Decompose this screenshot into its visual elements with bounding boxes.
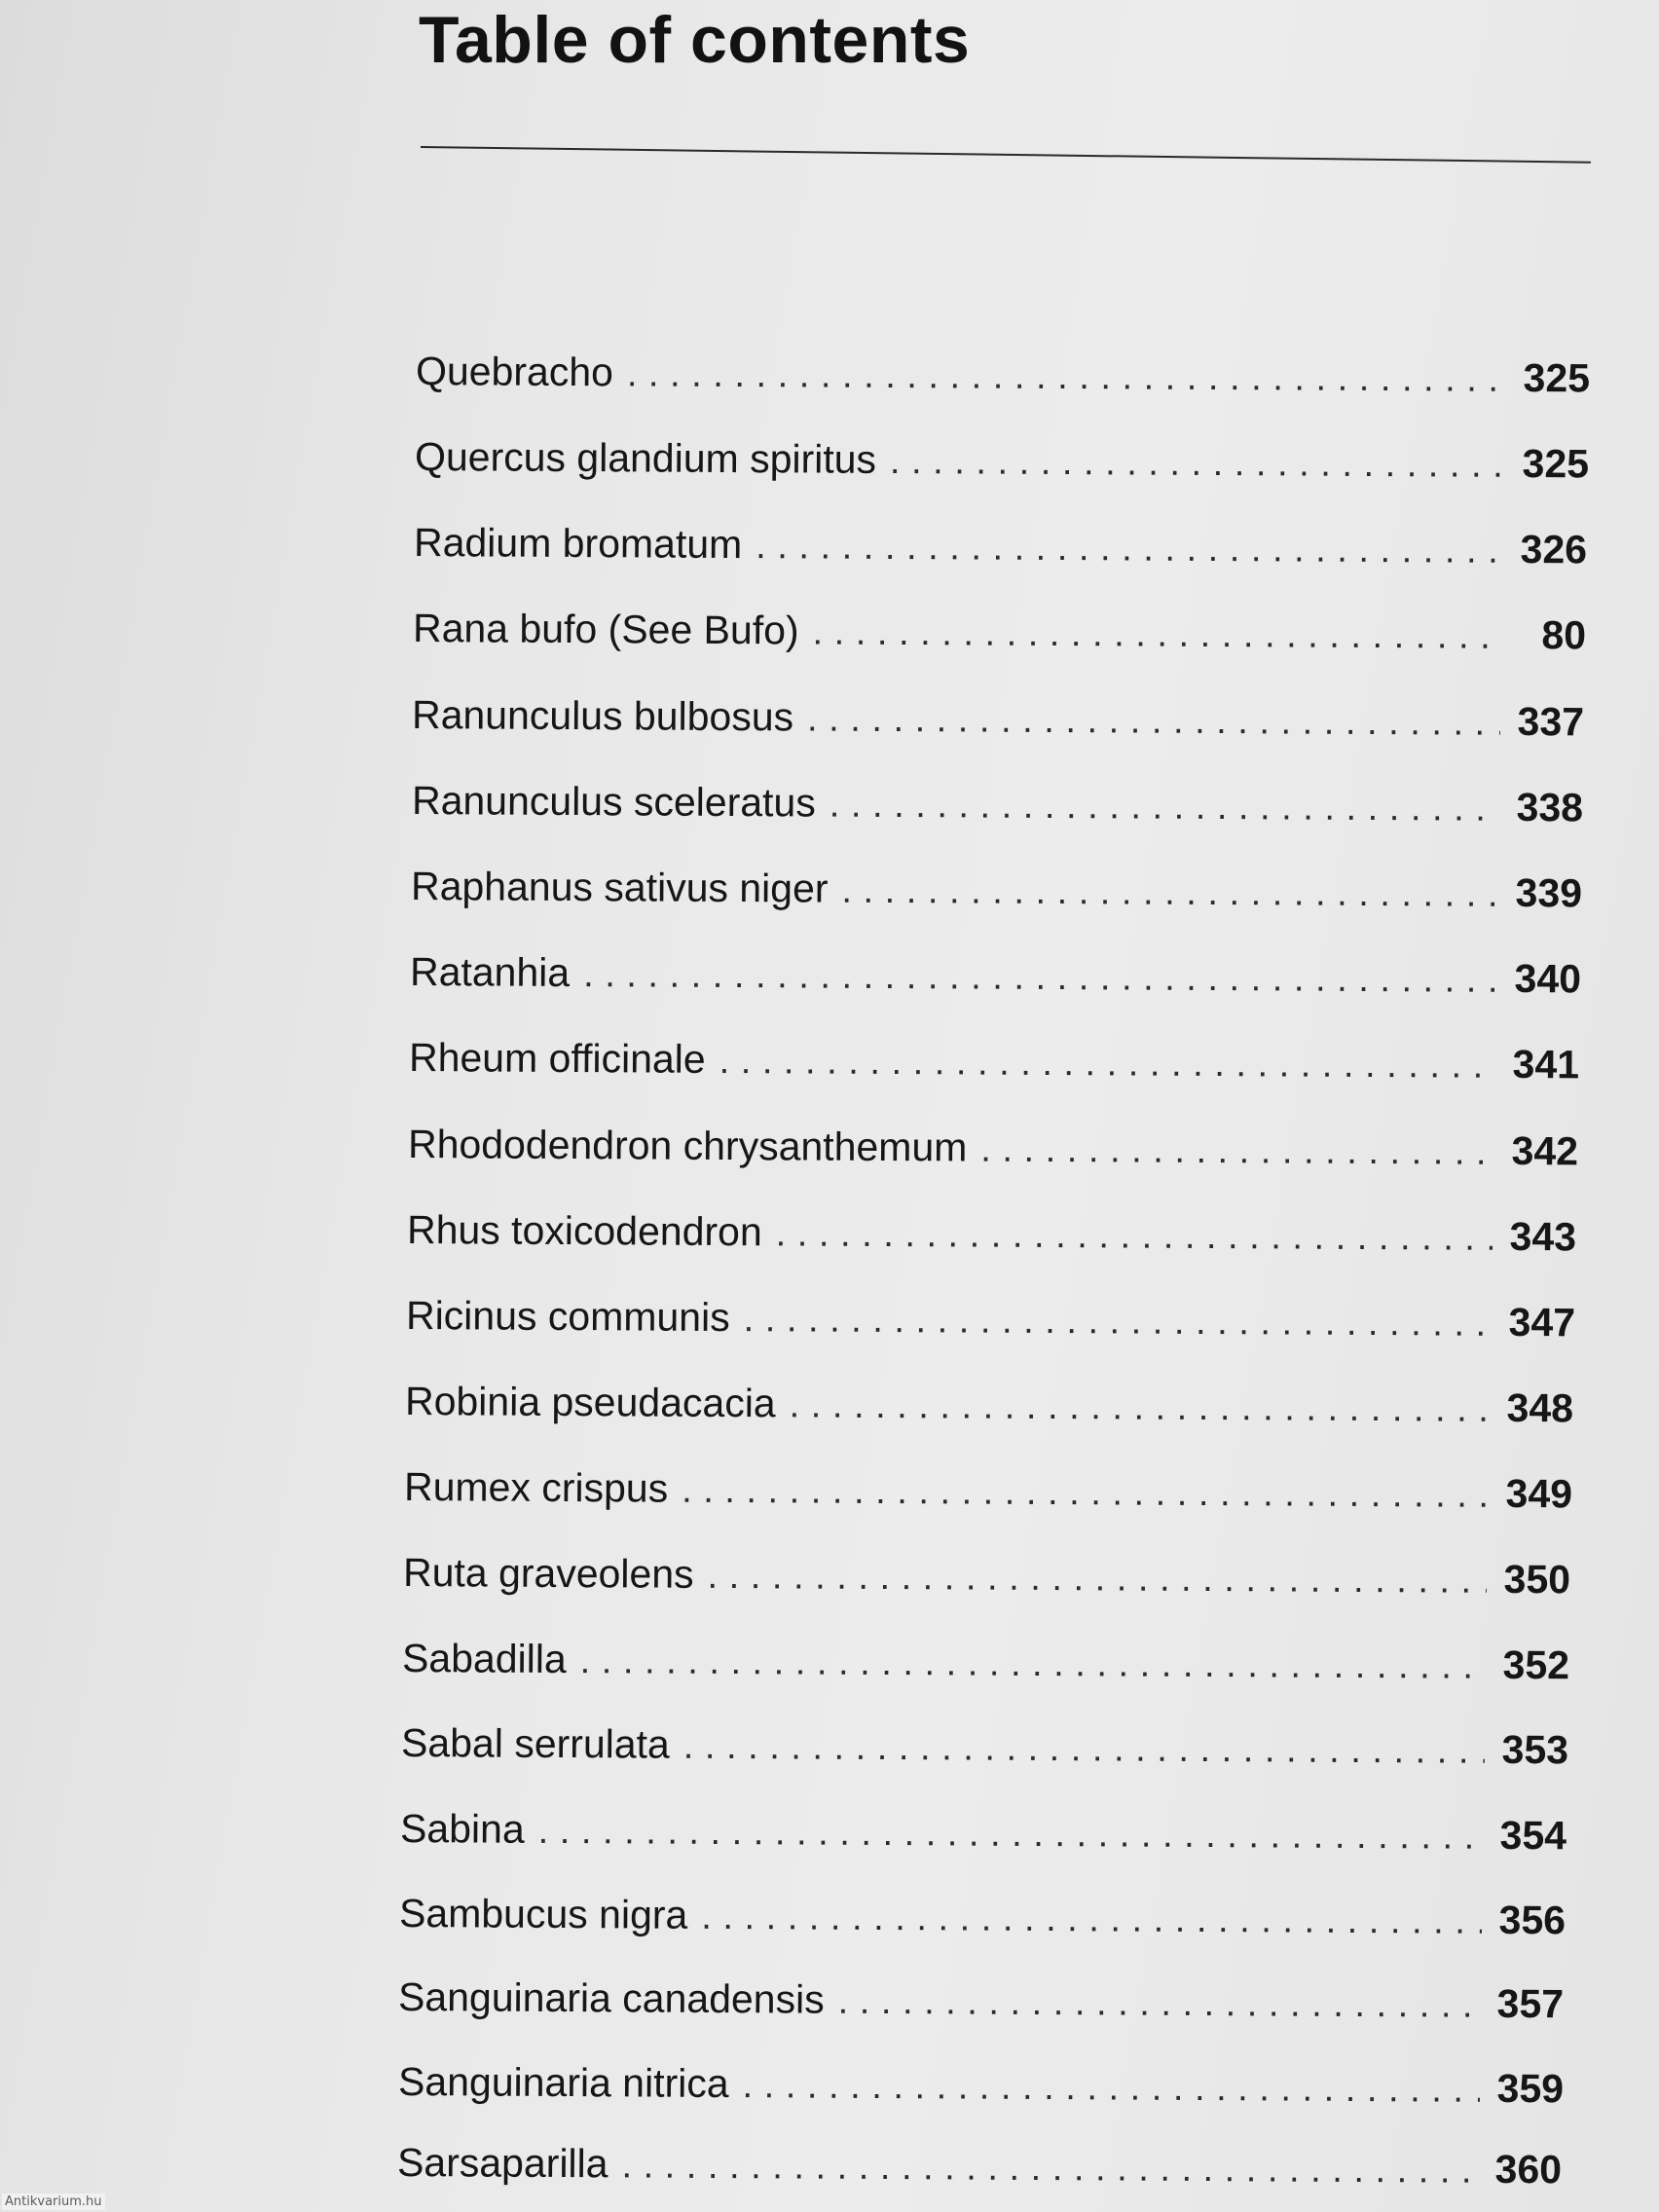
toc-entry-page: 337	[1517, 698, 1585, 745]
toc-entry-name: Ricinus communis	[405, 1293, 730, 1341]
toc-entry-name: Rhododendron chrysanthemum	[407, 1122, 968, 1170]
toc-entry-page: 341	[1512, 1041, 1580, 1088]
toc-entry-page: 347	[1508, 1299, 1576, 1346]
dot-leader	[841, 870, 1498, 916]
toc-entry-name: Rheum officinale	[408, 1035, 706, 1082]
toc-entry	[414, 520, 1587, 585]
toc-entry-page: 343	[1509, 1213, 1577, 1260]
dot-leader	[980, 1129, 1494, 1174]
toc-entry-name: Ranunculus sceleratus	[411, 778, 816, 826]
toc-entry-name: Rumex crispus	[403, 1464, 669, 1511]
toc-entry	[398, 1974, 1564, 2040]
toc-entry-page: 326	[1520, 526, 1588, 572]
toc-entry-name: Ranunculus bulbosus	[411, 692, 794, 740]
toc-entry	[415, 434, 1589, 499]
dot-leader	[742, 2065, 1480, 2112]
toc-entry-name: Sanguinaria canadensis	[397, 1974, 825, 2022]
toc-entry	[406, 1293, 1575, 1358]
dot-leader	[807, 698, 1500, 744]
toc-entry-page: 357	[1496, 1980, 1565, 2027]
dot-leader	[890, 441, 1505, 487]
toc-entry-page: 350	[1503, 1556, 1571, 1603]
toc-entry-page: 356	[1498, 1897, 1567, 1943]
dot-leader	[538, 1811, 1484, 1859]
toc-entry-page: 339	[1515, 869, 1583, 916]
dot-leader	[719, 1041, 1496, 1088]
toc-entry-page: 348	[1506, 1384, 1574, 1431]
toc-entry-name: Sabadilla	[401, 1636, 567, 1682]
toc-entry-page: 340	[1514, 955, 1582, 1002]
toc-entry-name: Radium bromatum	[413, 520, 743, 568]
dot-leader	[790, 1384, 1491, 1430]
toc-entry-name: Quebracho	[415, 349, 614, 395]
toc-entry	[397, 2140, 1562, 2205]
toc-entry-page: 349	[1505, 1470, 1573, 1517]
dot-leader	[701, 1897, 1482, 1943]
toc-entry-page: 359	[1496, 2065, 1565, 2112]
dot-leader	[580, 1641, 1487, 1688]
toc-entry-page: 325	[1523, 354, 1591, 401]
toc-entry	[407, 1207, 1576, 1272]
toc-entry	[410, 949, 1581, 1014]
dot-leader	[621, 2145, 1478, 2192]
toc-entry-name: Quercus glandium spiritus	[414, 434, 877, 482]
toc-entry-page: 360	[1494, 2146, 1563, 2193]
dot-leader	[838, 1981, 1481, 2027]
toc-entry-name: Ratanhia	[409, 949, 571, 996]
toc-entry	[402, 1636, 1569, 1701]
toc-entry	[412, 692, 1584, 757]
dot-leader	[756, 526, 1503, 572]
toc-entry-name: Sarsaparilla	[396, 2140, 608, 2187]
toc-entry	[409, 1035, 1579, 1100]
toc-entry-name: Sabal serrulata	[400, 1720, 670, 1767]
toc-entry-name: Rhus toxicodendron	[406, 1207, 762, 1255]
toc-entry	[398, 2059, 1564, 2124]
dot-leader	[683, 1726, 1485, 1773]
toc-entry-page: 325	[1522, 440, 1590, 487]
toc-entry-page: 354	[1499, 1812, 1567, 1859]
dot-leader	[776, 1213, 1493, 1259]
dot-leader	[627, 353, 1506, 401]
toc-entry	[403, 1550, 1570, 1615]
dot-leader	[707, 1556, 1487, 1603]
toc-entry	[413, 606, 1586, 671]
toc-entry	[416, 349, 1590, 414]
toc-entry	[400, 1806, 1567, 1871]
toc-entry-page: 352	[1502, 1641, 1570, 1688]
toc-entry	[404, 1464, 1572, 1530]
toc-entry-name: Rana bufo (See Bufo)	[412, 606, 799, 653]
dot-leader	[682, 1470, 1489, 1517]
toc-entry-name: Sambucus nigra	[398, 1891, 688, 1937]
toc-entry-page: 338	[1516, 784, 1584, 830]
toc-entry	[408, 1122, 1578, 1187]
toc-entry	[411, 864, 1582, 929]
toc-entry-name: Sanguinaria nitrica	[397, 2059, 729, 2107]
page-title: Table of contents	[419, 3, 971, 77]
toc-entry-name: Robinia pseudacacia	[404, 1379, 776, 1426]
toc-entry	[412, 778, 1583, 843]
toc-entry-page: 353	[1501, 1726, 1569, 1773]
dot-leader	[812, 612, 1502, 658]
toc-entry	[399, 1891, 1566, 1956]
dot-leader	[744, 1299, 1493, 1346]
toc-entry-name: Sabina	[399, 1806, 525, 1852]
toc-entry	[401, 1720, 1568, 1786]
toc-entry-page: 342	[1511, 1127, 1579, 1174]
watermark-label: Antikvarium.hu	[2, 2194, 105, 2210]
toc-entry-page: 80	[1541, 612, 1587, 658]
toc-entry-name: Ruta graveolens	[402, 1550, 694, 1597]
toc-entry	[405, 1379, 1573, 1444]
dot-leader	[830, 785, 1499, 830]
toc-entry-name: Raphanus sativus niger	[410, 864, 829, 911]
dot-leader	[583, 954, 1497, 1002]
